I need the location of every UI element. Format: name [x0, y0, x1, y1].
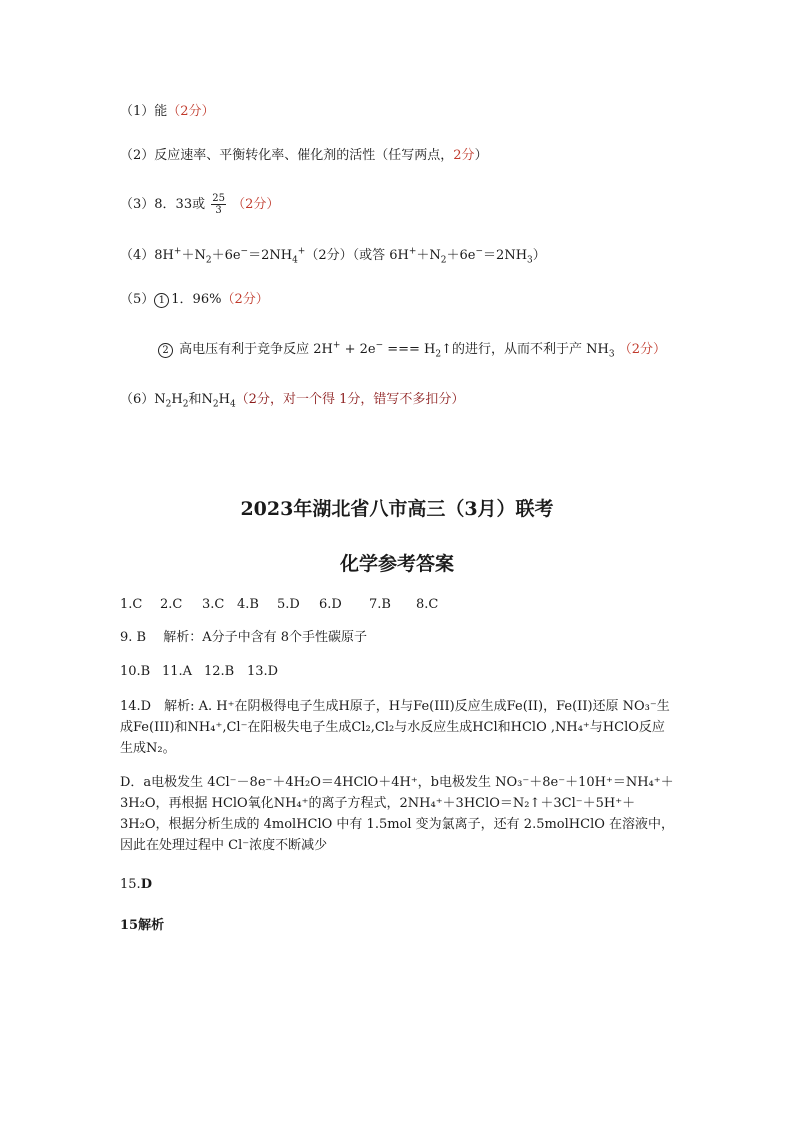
answer-4-part-4: ＝2NH: [248, 248, 293, 263]
answer-2-close: ）: [474, 148, 488, 163]
answer-5b-part-1: 高电压有利于竞争反应 2H: [179, 342, 333, 357]
mc-answer: 4.B: [237, 597, 259, 612]
answer-6-part-1: （6）N: [120, 392, 166, 407]
question-15: [120, 876, 152, 894]
answer-3-score: （2分）: [232, 197, 280, 212]
answer-5b-part-3: === H: [383, 342, 436, 357]
answer-3-fraction: [211, 193, 226, 216]
mc-answer: 10.B: [120, 664, 151, 679]
mc-answer: 1.C: [120, 597, 143, 612]
answer-4-part-7: ＋6e: [446, 248, 476, 263]
answer-4-part-6: ＋N: [416, 248, 441, 263]
answer-5-text: 1．96%: [171, 292, 222, 307]
mc-answer: 7.B: [369, 597, 391, 612]
mc-answer: 6.D: [319, 597, 342, 612]
mc-answers-row-2: [120, 663, 278, 681]
answer-5b-part-4: ↑的进行，从而不利于产 NH: [441, 342, 609, 357]
answer-6-score: （2分，对一个得 1分，错写不多扣分）: [235, 392, 465, 407]
question-15-label: 15.: [120, 877, 141, 892]
answer-2-text: （2）反应速率、平衡转化率、催化剂的活性（任写两点，: [120, 148, 454, 163]
question-14-option-d: D．a电极发生 4Cl⁻－8e⁻＋4H₂O＝4HClO＋4H⁺，b电极发生 NO₃⁻＋8e⁻＋10H⁺＝NH₄⁺＋3H₂O，再根据 HClO氧化NH₄⁺的离子方程式，2NH₄⁺＋3HClO＝N₂↑＋3Cl⁻＋5H⁺＋3H₂O，根据分析生成的 4molHClO 中有 1.5mol 变为氯离子，还有 2.5molHClO 在溶液中，因此在处理过程中 Cl⁻浓度不断减少: [120, 775, 675, 853]
answer-5-score: （2分）: [221, 292, 269, 307]
answer-4-part-5: （2分）（或答 6H: [305, 248, 409, 263]
answer-6: $(6)N_2H_2$和$N_2H_4(2$分，对一个得 1分，错写不多扣分）: [120, 392, 465, 410]
answer-5b-score: （2分）: [618, 342, 667, 357]
answer-6-part-3: 和N: [188, 392, 213, 407]
answer-1: [120, 103, 215, 121]
answer-5: （5） 1 1．96%（2分）: [120, 292, 269, 307]
mc-answer: 3.C: [202, 597, 225, 612]
mc-answer: 11.A: [162, 664, 193, 679]
mc-answer: 5.D: [277, 597, 300, 612]
answer-6-part-4: H: [218, 392, 230, 407]
answer-3-text: （3）8．33或: [120, 197, 206, 212]
mc-answer: 8.C: [416, 597, 439, 612]
question-9: 9. B 解析：A分子中含有 8个手性碳原子: [120, 630, 368, 645]
answer-4-part-8: ＝2NH: [483, 248, 528, 263]
answer-1-text: （1）能: [120, 104, 168, 119]
page-title: 2023年湖北省八市高三（3月）联考: [240, 498, 554, 520]
answer-2-score: 2分: [453, 148, 475, 163]
answer-4: $(4)8H^++N_2+6e^-=2NH_4^+(2$分）（或答 $6H^++N_2+6e^-=2NH_3$）: [120, 246, 546, 266]
answer-6-part-2: H: [171, 392, 183, 407]
answer-4-part-9: ）: [532, 248, 546, 263]
mc-answer: 2.C: [160, 597, 183, 612]
circled-number-2: 2: [158, 343, 173, 358]
answer-4-part-3: ＋6e: [211, 248, 241, 263]
question-15-answer: D: [140, 877, 152, 892]
fraction-denominator: 3: [215, 205, 222, 216]
circled-number-1: 1: [154, 293, 169, 308]
fraction-numerator: 25: [212, 193, 225, 204]
question-14-analysis: 14.D 解析: A. H⁺在阴极得电子生成H原子，H与Fe(III)反应生成Fe(II)，Fe(II)还原 NO₃⁻生成Fe(III)和NH₄⁺,Cl⁻在阳极失电子生成Cl₂,Cl₂与水反应生成HCl和HClO ,NH₄⁺与HClO反应生成N₂。: [120, 699, 670, 756]
question-15-analysis-heading: 15解析: [120, 918, 165, 933]
answer-1-score: （2分）: [167, 104, 215, 119]
page-subtitle: 化学参考答案: [339, 553, 454, 575]
answer-3: [120, 193, 279, 216]
mc-answer: 13.D: [247, 664, 279, 679]
answer-4-part-2: ＋N: [181, 248, 206, 263]
answer-4-part-1: （4）8H: [120, 248, 174, 263]
mc-answer: 12.B: [204, 664, 235, 679]
answer-5-part-2: 2 高电压有利于竞争反应 2H+ + 2e− === $H_2↑$的进行，从而不利于产 $NH_3$ （2分）: [158, 341, 666, 359]
answer-2: [120, 147, 488, 165]
answer-5b-part-2: + 2e: [340, 342, 376, 357]
mc-answers-row-1: [120, 596, 438, 614]
